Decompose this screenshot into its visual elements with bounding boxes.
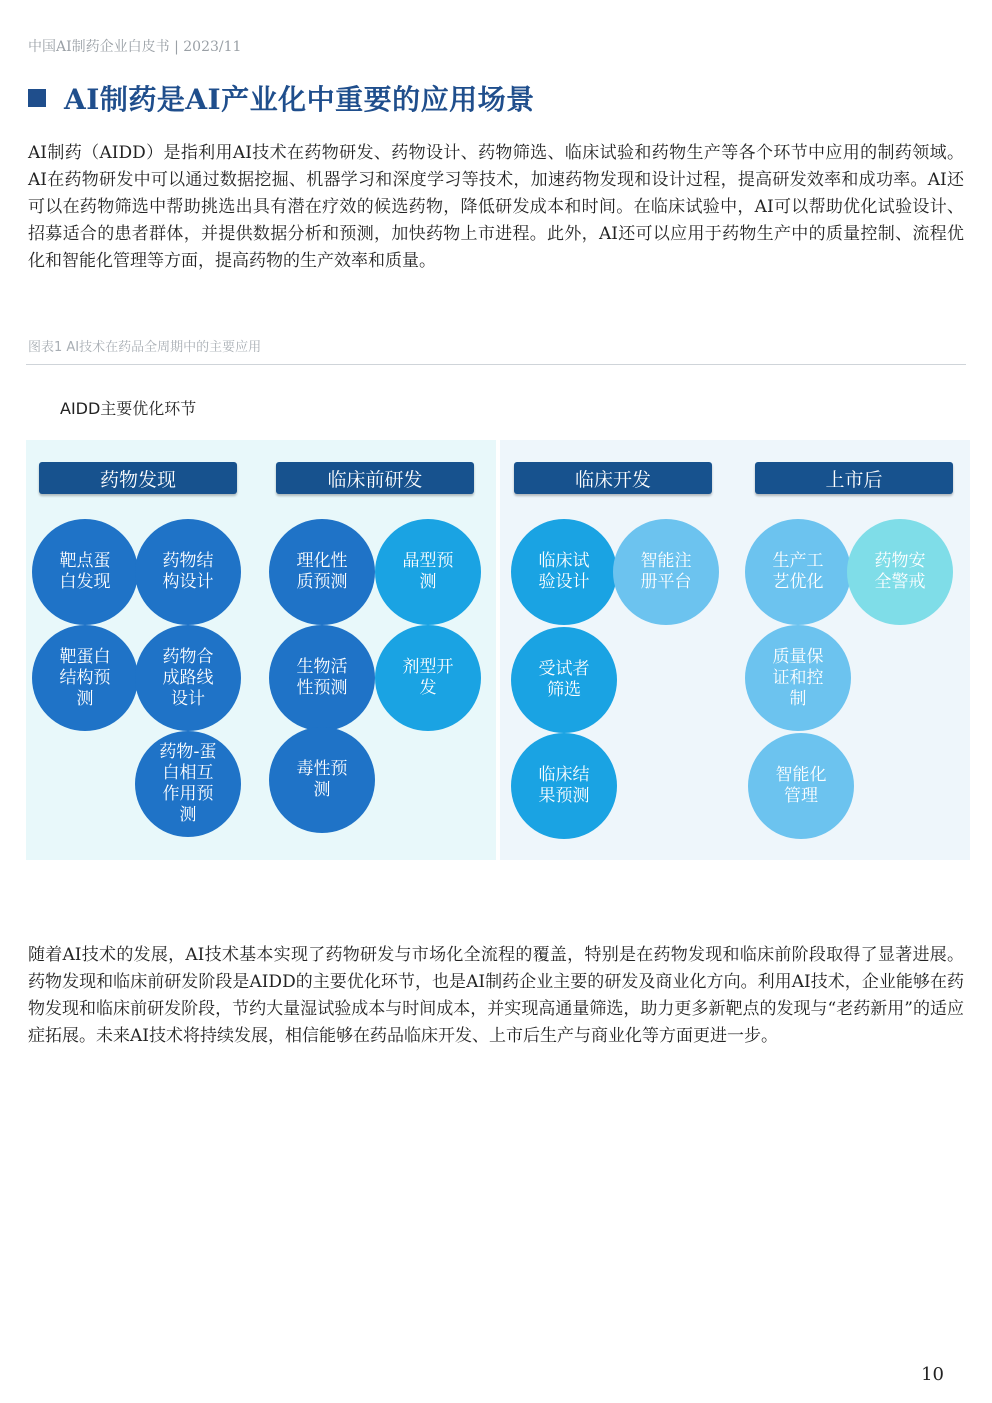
circle-smart-management: 智能化管理 [748, 733, 854, 839]
summary-paragraph: 随着AI技术的发展，AI技术基本实现了药物研发与市场化全流程的覆盖，特别是在药物发现和临床前阶段取得了显著进展。药物发现和临床前研发阶段是AIDD的主要优化环节，也是AI制药企业主要的研发及商业化方向。利用AI技术，企业能够在药物发现和临床前研发阶段，节约大量湿试验成本与时间成本，并实现高通量筛选，助力更多新靶点的发现与“老药新用”的适应症拓展。未来AI技术将持续发展，相信能够在药品临床开发、上市后生产与商业化等方面更进一步。 [28, 945, 964, 1046]
circle-protein-structure: 靶蛋白结构预测 [32, 625, 138, 731]
stage-clinical: 临床开发 [514, 462, 712, 494]
circle-outcome-prediction: 临床结果预测 [511, 733, 617, 839]
figure-caption: 图表1 AI技术在药品全周期中的主要应用 [28, 340, 262, 355]
running-header: 中国AI制药企业白皮书 | 2023/11 [28, 39, 242, 55]
circle-physchem-prediction: 理化性质预测 [269, 519, 375, 625]
circle-target-discovery: 靶点蛋白发现 [32, 519, 138, 625]
circle-registration-platform: 智能注册平台 [613, 519, 719, 625]
circle-quality-control: 质量保证和控制 [745, 625, 851, 731]
stage-preclinical: 临床前研发 [276, 462, 474, 494]
stage-post-market: 上市后 [755, 462, 953, 494]
circle-synthesis-route: 药物合成路线设计 [135, 625, 241, 731]
circle-process-optimization: 生产工艺优化 [745, 519, 851, 625]
circle-bioactivity-prediction: 生物活性预测 [269, 625, 375, 731]
page-number: 10 [921, 1364, 944, 1385]
intro-paragraph: AI制药（AIDD）是指利用AI技术在药物研发、药物设计、药物筛选、临床试验和药物生产等各个环节中应用的制药领域。AI在药物研发中可以通过数据挖掘、机器学习和深度学习等技术，加速药物发现和设计过程，提高研发效率和成功率。AI还可以在药物筛选中帮助挑选出具有潜在疗效的候选药物，降低研发成本和时间。在临床试验中，AI可以帮助优化试验设计、招募适合的患者群体，并提供数据分析和预测，加快药物上市进程。此外，AI还可以应用于药物生产中的质量控制、流程优化和智能化管理等方面，提高药物的生产效率和质量。 [28, 143, 964, 271]
circle-drug-protein-interaction: 药物-蛋白相互作用预测 [135, 731, 241, 837]
circle-formulation: 剂型开发 [375, 625, 481, 731]
page-title: AI制药是AI产业化中重要的应用场景 [64, 83, 535, 116]
title-square-icon [28, 89, 46, 107]
circle-toxicity-prediction: 毒性预测 [269, 727, 375, 833]
figure-subtitle: AIDD主要优化环节 [60, 399, 197, 418]
circle-trial-design: 临床试验设计 [511, 519, 617, 625]
figure-divider [26, 364, 966, 365]
circle-pharmacovigilance: 药物安全警戒 [847, 519, 953, 625]
circle-structure-design: 药物结构设计 [135, 519, 241, 625]
stage-drug-discovery: 药物发现 [39, 462, 237, 494]
title-row [28, 78, 535, 118]
circle-crystal-prediction: 晶型预测 [375, 519, 481, 625]
circle-subject-screening: 受试者筛选 [511, 627, 617, 733]
